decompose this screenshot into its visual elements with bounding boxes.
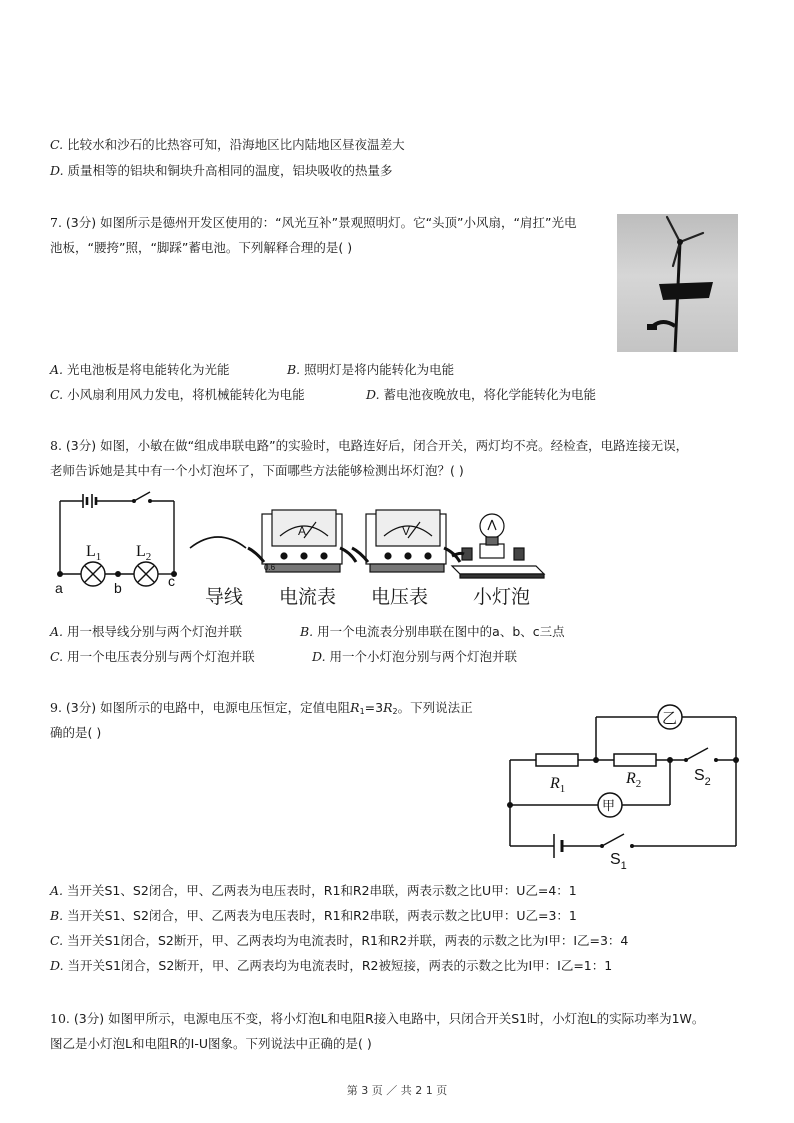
ammeter-scale: 0.6: [264, 563, 276, 572]
q8-figure: [50, 486, 610, 596]
r1-symbol: R: [350, 700, 360, 715]
q7-option-d: [366, 387, 596, 403]
question-score: (3分): [73, 1011, 105, 1026]
q6-option-d: [50, 163, 393, 179]
option-letter: C.: [50, 933, 64, 948]
r2-subscript: 2: [392, 707, 398, 716]
q10-stem-line2: 图乙是小灯泡L和电阻R的I-U图象。下列说法中正确的是( ): [50, 1036, 372, 1051]
label-ammeter: 电流表: [279, 586, 337, 608]
q8-option-c: [50, 649, 255, 665]
q9-option-d: [50, 958, 612, 974]
label-bulb: 小灯泡: [473, 586, 531, 608]
question-number: 7.: [50, 215, 62, 230]
option-text: 用一个小灯泡分别与两个灯泡并联: [329, 649, 518, 664]
question-text: 如图所示的电路中，电源电压恒定，定值电阻: [100, 700, 351, 715]
option-text: 用一根导线分别与两个灯泡并联: [67, 624, 243, 639]
r2-symbol: R: [383, 700, 393, 715]
option-text: 光电池板是将电能转化为光能: [67, 362, 230, 377]
option-letter: A.: [50, 883, 64, 898]
q9-stem-line2: 确的是( ): [50, 725, 102, 740]
option-text: 用一个电流表分别串联在图中的a、b、c三点: [317, 624, 565, 639]
ammeter-letter: A: [298, 524, 307, 538]
question-number: 8.: [50, 438, 62, 453]
q7-stem-line1: [50, 215, 576, 231]
option-letter: A.: [50, 362, 64, 377]
option-text: 当开关S1闭合，S2断开，甲、乙两表均为电流表时，R1和R2并联，两表的示数之比为I甲：I乙=3：4: [67, 933, 629, 948]
q8-stem-line1: [50, 438, 688, 454]
option-text: 当开关S1、S2闭合，甲、乙两表为电压表时，R1和R2串联，两表示数之比U甲：U乙=4：1: [67, 883, 577, 898]
q9-option-a: [50, 883, 577, 899]
q9-circuit: [502, 700, 748, 878]
switch-s2-label: $S_2$: [694, 767, 711, 788]
option-text: 比较水和沙石的比热容可知，沿海地区比内陆地区昼夜温差大: [67, 137, 405, 152]
question-text: 如图所示是德州开发区使用的：“风光互补”景观照明灯。它“头顶”小风扇，“肩扛”光电: [100, 215, 577, 230]
q10-stem-line1: [50, 1011, 704, 1027]
option-letter: C.: [50, 387, 64, 402]
q7-option-a: [50, 362, 230, 378]
switch-s1-label: $S_1$: [610, 851, 627, 872]
q8-option-a: [50, 624, 242, 640]
q8-option-b: [300, 624, 565, 640]
question-score: (3分): [65, 438, 97, 453]
q9-stem-line1: [50, 700, 473, 720]
point-label-c: c: [168, 573, 175, 589]
r1-subscript: 1: [359, 707, 365, 716]
question-score: (3分): [65, 215, 97, 230]
option-letter: D.: [366, 387, 380, 402]
option-text: 小风扇利用风力发电，将机械能转化为电能: [67, 387, 305, 402]
option-text: 蓄电池夜晚放电，将化学能转化为电能: [383, 387, 597, 402]
option-text: 照明灯是将内能转化为电能: [304, 362, 455, 377]
label-voltmeter: 电压表: [371, 586, 429, 608]
question-number: 10.: [50, 1011, 70, 1026]
question-number: 9.: [50, 700, 62, 715]
ratio-text: =3: [364, 700, 384, 715]
point-label-a: a: [55, 580, 63, 596]
option-letter: C.: [50, 649, 64, 664]
resistor-r2-label: $R_2$: [626, 770, 642, 790]
voltmeter-drawing: [352, 510, 460, 572]
option-letter: D.: [50, 958, 64, 973]
lamp-label-l2: $L_2$: [136, 543, 152, 563]
q9-option-c: [50, 933, 628, 949]
question-text: 如图，小敏在做“组成串联电路”的实验时，电路连好后，闭合开关，两灯均不亮。经检查，电路连接无误，: [100, 438, 689, 453]
option-letter: C.: [50, 137, 64, 152]
label-wire: 导线: [205, 586, 244, 608]
q7-option-c: [50, 387, 305, 403]
option-text: 当开关S1、S2闭合，甲、乙两表为电压表时，R1和R2串联，两表示数之比U甲：U乙=3：1: [67, 908, 577, 923]
q7-option-b: [287, 362, 454, 378]
wire-drawing: [190, 537, 246, 548]
page-footer: 第 3 页 ／ 共 2 1 页: [346, 1084, 448, 1097]
bulb-drawing: [452, 514, 544, 578]
option-text: 质量相等的铝块和铜块升高相同的温度，铝块吸收的热量多: [67, 163, 393, 178]
meter-jia-label: 甲: [602, 799, 616, 814]
resistor-r1-label: $R_1$: [550, 775, 566, 795]
lamp-label-l1: $L_1$: [86, 543, 102, 563]
q6-option-c: [50, 137, 405, 153]
option-letter: D.: [312, 649, 326, 664]
q7-stem-line2: 池板，“腰挎”照，“脚踩”蓄电池。下列解释合理的是( ): [50, 240, 353, 255]
option-letter: A.: [50, 624, 64, 639]
option-text: 当开关S1闭合，S2断开，甲、乙两表均为电流表时，R2被短接，两表的示数之比为I甲：I乙=1：1: [67, 958, 613, 973]
question-text: 如图甲所示，电源电压不变，将小灯泡L和电阻R接入电路中，只闭合开关S1时，小灯泡L的实际功率为1W。: [108, 1011, 705, 1026]
q8-option-d: [312, 649, 517, 665]
option-letter: B.: [50, 908, 64, 923]
option-text: 用一个电压表分别与两个灯泡并联: [67, 649, 255, 664]
q9-option-b: [50, 908, 577, 924]
question-score: (3分): [65, 700, 97, 715]
question-text-end: 。下列说法正: [397, 700, 473, 715]
q8-stem-line2: 老师告诉她是其中有一个小灯泡坏了，下面哪些方法能够检测出坏灯泡？( ): [50, 463, 464, 478]
option-letter: D.: [50, 163, 64, 178]
wind-solar-lamp-photo: [617, 214, 738, 352]
meter-yi-label: 乙: [662, 709, 678, 727]
point-label-b: b: [114, 580, 122, 596]
option-letter: B.: [300, 624, 314, 639]
voltmeter-letter: V: [402, 524, 411, 538]
wind-solar-lamp-illustration: [617, 214, 738, 352]
option-letter: B.: [287, 362, 301, 377]
